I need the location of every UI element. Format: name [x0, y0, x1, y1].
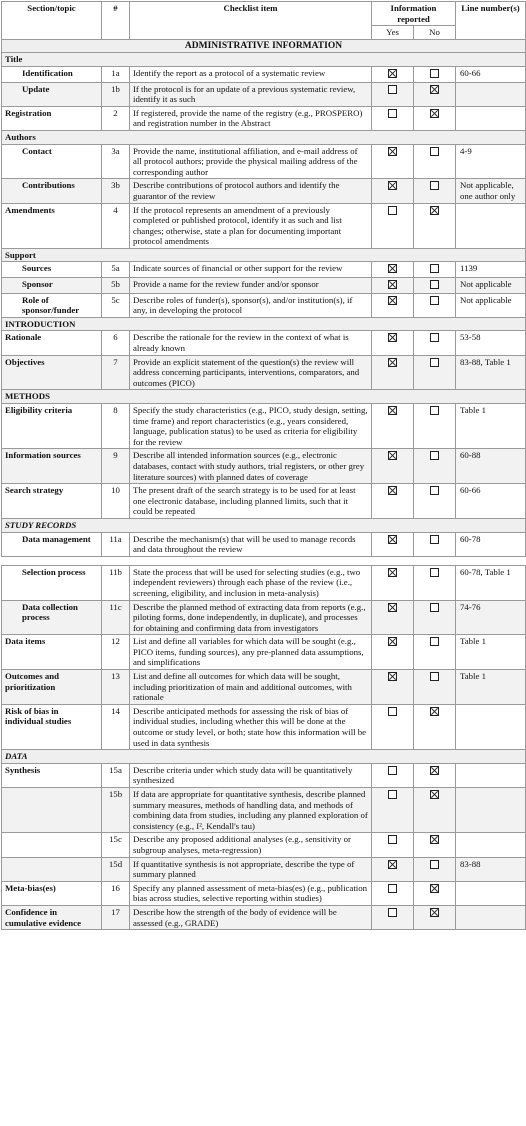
item-number: 14 [102, 704, 130, 749]
topic-cell: Sponsor [2, 278, 102, 294]
checked-box-icon[interactable] [388, 280, 397, 289]
item-description: Identify the report as a protocol of a systematic review [130, 66, 372, 82]
no-cell [414, 788, 456, 833]
checklist-row [2, 704, 526, 749]
header-no: No [414, 26, 456, 40]
checklist-row [2, 404, 526, 449]
no-cell [414, 449, 456, 484]
yes-cell [372, 355, 414, 390]
checklist-row [2, 635, 526, 670]
item-description: List and define all outcomes for which data will be sought, including prioritization of main and additional outcomes, with rationale [130, 670, 372, 705]
no-cell [414, 66, 456, 82]
unchecked-box-icon[interactable] [430, 568, 439, 577]
no-cell [414, 404, 456, 449]
line-numbers: Not applicable [456, 293, 526, 317]
checked-box-icon[interactable] [388, 406, 397, 415]
item-number: 15a [102, 763, 130, 787]
line-numbers [456, 82, 526, 106]
yes-cell [372, 404, 414, 449]
line-numbers [456, 881, 526, 905]
header-row [2, 2, 526, 26]
item-number: 2 [102, 106, 130, 130]
no-cell [414, 293, 456, 317]
checked-box-icon[interactable] [388, 568, 397, 577]
no-cell [414, 565, 456, 600]
yes-cell [372, 704, 414, 749]
unchecked-box-icon[interactable] [430, 637, 439, 646]
no-cell [414, 262, 456, 278]
checklist-row [2, 881, 526, 905]
item-description: If registered, provide the name of the registry (e.g., PROSPERO) and registration number in the Abstract [130, 106, 372, 130]
item-number: 3a [102, 144, 130, 179]
unchecked-box-icon[interactable] [388, 908, 397, 917]
checklist-row [2, 144, 526, 179]
topic-cell: Data items [2, 635, 102, 670]
line-numbers: Not applicable [456, 278, 526, 294]
checked-box-icon[interactable] [430, 707, 439, 716]
item-description: If the protocol is for an update of a previous systematic review, identify it as such [130, 82, 372, 106]
checklist-row [2, 532, 526, 556]
checklist-row [2, 905, 526, 929]
topic-cell: Identification [2, 66, 102, 82]
no-cell [414, 670, 456, 705]
line-numbers: 4-9 [456, 144, 526, 179]
topic-cell: Contact [2, 144, 102, 179]
topic-cell: Objectives [2, 355, 102, 390]
checked-box-icon[interactable] [388, 147, 397, 156]
checklist-row [2, 262, 526, 278]
no-cell [414, 484, 456, 519]
item-description: State the process that will be used for selecting studies (e.g., two independent reviewers) through each phase of the review (i.e., screening, eligibility, and inclusion in meta-analysis) [130, 565, 372, 600]
unchecked-box-icon[interactable] [430, 264, 439, 273]
unchecked-box-icon[interactable] [388, 790, 397, 799]
spacer-row [2, 556, 526, 565]
checked-box-icon[interactable] [388, 333, 397, 342]
line-numbers: 83-88, Table 1 [456, 355, 526, 390]
item-description: Describe roles of funder(s), sponsor(s), and/or institution(s), if any, in developing the protocol [130, 293, 372, 317]
yes-cell [372, 449, 414, 484]
unchecked-box-icon[interactable] [430, 280, 439, 289]
yes-cell [372, 532, 414, 556]
item-number: 1b [102, 82, 130, 106]
topic-cell: Selection process [2, 565, 102, 600]
checked-box-icon[interactable] [388, 358, 397, 367]
checklist-row [2, 600, 526, 635]
checklist-row [2, 331, 526, 355]
yes-cell [372, 857, 414, 881]
yes-cell [372, 82, 414, 106]
unchecked-box-icon[interactable] [430, 535, 439, 544]
checked-box-icon[interactable] [388, 264, 397, 273]
checklist-row [2, 857, 526, 881]
yes-cell [372, 331, 414, 355]
checklist-row [2, 203, 526, 248]
no-cell [414, 905, 456, 929]
item-description: Provide a name for the review funder and/or sponsor [130, 278, 372, 294]
item-description: If data are appropriate for quantitative synthesis, describe planned summary measures, methods of handling data, and methods of combining data from studies, including any planned exploration of consistency (e.g., I², Kendall's tau) [130, 788, 372, 833]
header-checklist-item: Checklist item [130, 2, 372, 40]
yes-cell [372, 293, 414, 317]
checklist-row [2, 449, 526, 484]
topic-cell [2, 833, 102, 857]
item-number: 5a [102, 262, 130, 278]
line-numbers: Table 1 [456, 670, 526, 705]
topic-cell: Sources [2, 262, 102, 278]
checked-box-icon[interactable] [388, 637, 397, 646]
yes-cell [372, 905, 414, 929]
checklist-row [2, 670, 526, 705]
unchecked-box-icon[interactable] [430, 181, 439, 190]
yes-cell [372, 763, 414, 787]
checklist-row [2, 106, 526, 130]
group-heading: Title [2, 53, 526, 67]
yes-cell [372, 278, 414, 294]
line-numbers: 60-66 [456, 484, 526, 519]
item-number: 15d [102, 857, 130, 881]
yes-cell [372, 66, 414, 82]
line-numbers: 83-88 [456, 857, 526, 881]
unchecked-box-icon[interactable] [430, 147, 439, 156]
line-numbers: 60-78, Table 1 [456, 565, 526, 600]
checklist-row [2, 484, 526, 519]
checklist-row [2, 278, 526, 294]
checked-box-icon[interactable] [388, 69, 397, 78]
yes-cell [372, 565, 414, 600]
header-line-numbers: Line number(s) [456, 2, 526, 40]
no-cell [414, 203, 456, 248]
line-numbers [456, 833, 526, 857]
item-description: Describe the planned method of extracting data from reports (e.g., piloting forms, done independently, in duplicate), and processes for obtaining and confirming data from investigators [130, 600, 372, 635]
topic-cell: Registration [2, 106, 102, 130]
unchecked-box-icon[interactable] [430, 860, 439, 869]
checklist-body [2, 39, 526, 929]
checked-box-icon[interactable] [430, 908, 439, 917]
checked-box-icon[interactable] [430, 835, 439, 844]
topic-cell: Rationale [2, 331, 102, 355]
item-number: 4 [102, 203, 130, 248]
line-numbers [456, 763, 526, 787]
unchecked-box-icon[interactable] [430, 451, 439, 460]
unchecked-box-icon[interactable] [430, 296, 439, 305]
spacer-cell [2, 556, 526, 565]
section-heading: STUDY RECORDS [2, 518, 526, 532]
no-cell [414, 532, 456, 556]
checked-box-icon[interactable] [388, 451, 397, 460]
line-numbers [456, 905, 526, 929]
checked-box-icon[interactable] [388, 672, 397, 681]
item-number: 11b [102, 565, 130, 600]
section-heading: ADMINISTRATIVE INFORMATION [2, 39, 526, 53]
unchecked-box-icon[interactable] [430, 406, 439, 415]
yes-cell [372, 106, 414, 130]
item-number: 9 [102, 449, 130, 484]
topic-cell: Role of sponsor/funder [2, 293, 102, 317]
checklist-row [2, 179, 526, 203]
unchecked-box-icon[interactable] [430, 358, 439, 367]
line-numbers: 60-88 [456, 449, 526, 484]
item-description: Describe any proposed additional analyses (e.g., sensitivity or subgroup analyses, meta-regression) [130, 833, 372, 857]
checklist-row [2, 788, 526, 833]
checked-box-icon[interactable] [430, 766, 439, 775]
line-numbers: 60-78 [456, 532, 526, 556]
item-number: 11c [102, 600, 130, 635]
header-information-reported: Information reported [372, 2, 456, 26]
topic-cell [2, 857, 102, 881]
item-description: Describe all intended information sources (e.g., electronic databases, contact with study authors, trial registers, or other grey literature sources) with planned dates of coverage [130, 449, 372, 484]
no-cell [414, 278, 456, 294]
topic-cell: Update [2, 82, 102, 106]
section-row [2, 518, 526, 532]
checked-box-icon[interactable] [430, 206, 439, 215]
checked-box-icon[interactable] [430, 109, 439, 118]
no-cell [414, 763, 456, 787]
item-number: 5b [102, 278, 130, 294]
item-number: 12 [102, 635, 130, 670]
unchecked-box-icon[interactable] [388, 206, 397, 215]
unchecked-box-icon[interactable] [430, 486, 439, 495]
topic-cell: Risk of bias in individual studies [2, 704, 102, 749]
no-cell [414, 331, 456, 355]
item-description: If the protocol represents an amendment of a previously completed or published protocol, identify it as such and list changes; otherwise, state a plan for documenting important protocol amendments [130, 203, 372, 248]
group-row [2, 53, 526, 67]
line-numbers [456, 203, 526, 248]
item-description: Describe the mechanism(s) that will be used to manage records and data throughout the review [130, 532, 372, 556]
no-cell [414, 881, 456, 905]
header-yes: Yes [372, 26, 414, 40]
checked-box-icon[interactable] [430, 85, 439, 94]
topic-cell: Confidence in cumulative evidence [2, 905, 102, 929]
checklist-row [2, 565, 526, 600]
checked-box-icon[interactable] [388, 181, 397, 190]
unchecked-box-icon[interactable] [388, 884, 397, 893]
topic-cell: Information sources [2, 449, 102, 484]
item-number: 10 [102, 484, 130, 519]
yes-cell [372, 144, 414, 179]
line-numbers [456, 106, 526, 130]
yes-cell [372, 484, 414, 519]
line-numbers: 1139 [456, 262, 526, 278]
item-description: List and define all variables for which data will be sought (e.g., PICO items, funding sources), any pre-planned data assumptions, and simplifications [130, 635, 372, 670]
item-description: The present draft of the search strategy is to be used for at least one electronic database, including planned limits, such that it could be repeated [130, 484, 372, 519]
line-numbers: Table 1 [456, 635, 526, 670]
unchecked-box-icon[interactable] [430, 603, 439, 612]
item-number: 11a [102, 532, 130, 556]
section-row [2, 39, 526, 53]
item-description: Describe criteria under which study data will be quantitatively synthesized [130, 763, 372, 787]
yes-cell [372, 635, 414, 670]
yes-cell [372, 833, 414, 857]
no-cell [414, 833, 456, 857]
item-description: Describe contributions of protocol authors and identify the guarantor of the review [130, 179, 372, 203]
item-number: 8 [102, 404, 130, 449]
no-cell [414, 355, 456, 390]
item-description: Describe how the strength of the body of evidence will be assessed (e.g., GRADE) [130, 905, 372, 929]
no-cell [414, 704, 456, 749]
no-cell [414, 106, 456, 130]
group-row [2, 248, 526, 262]
item-description: Indicate sources of financial or other support for the review [130, 262, 372, 278]
line-numbers [456, 788, 526, 833]
no-cell [414, 179, 456, 203]
section-row [2, 317, 526, 331]
unchecked-box-icon[interactable] [388, 766, 397, 775]
item-description: Provide an explicit statement of the question(s) the review will address concerning participants, interventions, comparators, and outcomes (PICO) [130, 355, 372, 390]
topic-cell: Amendments [2, 203, 102, 248]
unchecked-box-icon[interactable] [430, 672, 439, 681]
item-number: 3b [102, 179, 130, 203]
checked-box-icon[interactable] [388, 535, 397, 544]
topic-cell: Synthesis [2, 763, 102, 787]
topic-cell [2, 788, 102, 833]
checked-box-icon[interactable] [430, 790, 439, 799]
yes-cell [372, 881, 414, 905]
yes-cell [372, 179, 414, 203]
checked-box-icon[interactable] [388, 296, 397, 305]
topic-cell: Data management [2, 532, 102, 556]
section-row [2, 750, 526, 764]
item-description: Provide the name, institutional affiliation, and e-mail address of all protocol authors; provide the physical mailing address of the corresponding author [130, 144, 372, 179]
group-heading: Authors [2, 130, 526, 144]
group-heading: Support [2, 248, 526, 262]
unchecked-box-icon[interactable] [388, 109, 397, 118]
no-cell [414, 82, 456, 106]
item-number: 15b [102, 788, 130, 833]
unchecked-box-icon[interactable] [430, 69, 439, 78]
header-section-topic: Section/topic [2, 2, 102, 40]
no-cell [414, 857, 456, 881]
checked-box-icon[interactable] [430, 884, 439, 893]
topic-cell: Contributions [2, 179, 102, 203]
topic-cell: Meta-bias(es) [2, 881, 102, 905]
item-number: 17 [102, 905, 130, 929]
yes-cell [372, 670, 414, 705]
no-cell [414, 635, 456, 670]
checklist-row [2, 355, 526, 390]
item-number: 15c [102, 833, 130, 857]
topic-cell: Outcomes and prioritization [2, 670, 102, 705]
item-description: Describe anticipated methods for assessing the risk of bias of individual studies, including whether this will be done at the outcome or study level, or both; state how this information will be used in data synthesis [130, 704, 372, 749]
section-heading: INTRODUCTION [2, 317, 526, 331]
header-number: # [102, 2, 130, 40]
unchecked-box-icon[interactable] [388, 835, 397, 844]
unchecked-box-icon[interactable] [388, 707, 397, 716]
prisma-p-checklist [1, 1, 525, 930]
line-numbers: 53-58 [456, 331, 526, 355]
checklist-row [2, 66, 526, 82]
line-numbers: Not applicable, one author only [456, 179, 526, 203]
line-numbers: Table 1 [456, 404, 526, 449]
section-row [2, 390, 526, 404]
yes-cell [372, 788, 414, 833]
item-number: 13 [102, 670, 130, 705]
line-numbers: 74-76 [456, 600, 526, 635]
group-row [2, 130, 526, 144]
checklist-row [2, 833, 526, 857]
checklist-row [2, 82, 526, 106]
topic-cell: Data collection process [2, 600, 102, 635]
item-number: 16 [102, 881, 130, 905]
checklist-row [2, 293, 526, 317]
item-number: 1a [102, 66, 130, 82]
checklist-table [1, 1, 526, 930]
section-heading: DATA [2, 750, 526, 764]
item-description: Specify any planned assessment of meta-bias(es) (e.g., publication bias across studies, selective reporting within studies) [130, 881, 372, 905]
line-numbers: 60-66 [456, 66, 526, 82]
checked-box-icon[interactable] [388, 603, 397, 612]
unchecked-box-icon[interactable] [430, 333, 439, 342]
item-number: 6 [102, 331, 130, 355]
yes-cell [372, 203, 414, 248]
no-cell [414, 144, 456, 179]
checked-box-icon[interactable] [388, 486, 397, 495]
item-description: If quantitative synthesis is not appropriate, describe the type of summary planned [130, 857, 372, 881]
yes-cell [372, 262, 414, 278]
item-number: 5c [102, 293, 130, 317]
item-description: Specify the study characteristics (e.g., PICO, study design, setting, time frame) and report characteristics (e.g., years considered, language, publication status) to be used as criteria for eligibility for the review [130, 404, 372, 449]
checked-box-icon[interactable] [388, 860, 397, 869]
section-heading: METHODS [2, 390, 526, 404]
unchecked-box-icon[interactable] [388, 85, 397, 94]
no-cell [414, 600, 456, 635]
line-numbers [456, 704, 526, 749]
checklist-row [2, 763, 526, 787]
topic-cell: Search strategy [2, 484, 102, 519]
topic-cell: Eligibility criteria [2, 404, 102, 449]
item-number: 7 [102, 355, 130, 390]
yes-cell [372, 600, 414, 635]
item-description: Describe the rationale for the review in the context of what is already known [130, 331, 372, 355]
